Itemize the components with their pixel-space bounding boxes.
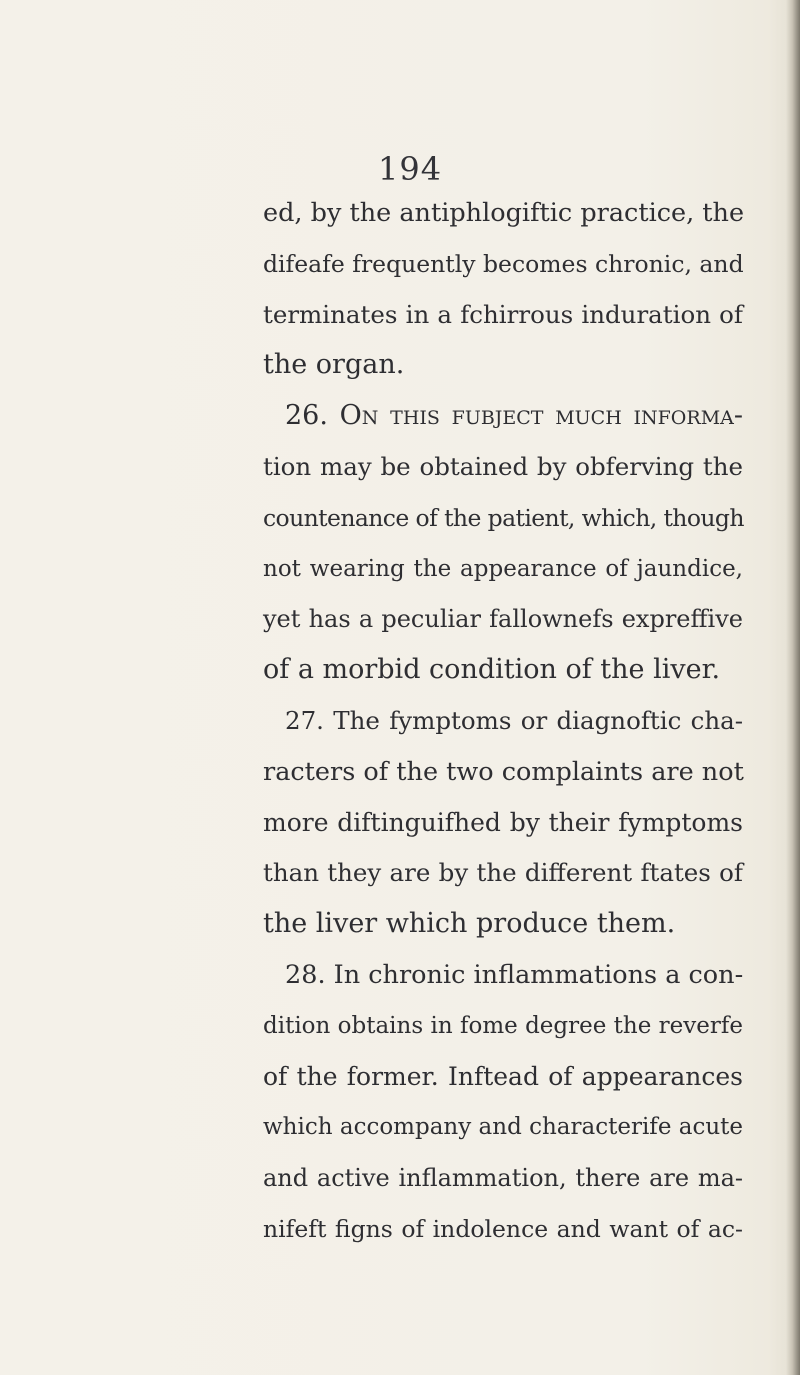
paragraph-26-first-line [263,391,743,442]
text-line: On this fubject much informa- [339,400,743,432]
text-line: which accompany and characterife acute [263,1114,744,1141]
text-line: racters of the two complaints are not [263,756,744,787]
paragraph-27-first-line [263,696,743,747]
text-line: than they are by the different ftates of [263,858,743,888]
body-text [263,188,743,1255]
text-line: the liver which produce them. [263,908,676,940]
section-number-28: 28. [285,959,326,990]
text-line: the organ. [263,349,405,381]
text-line: and active inflammation, there are ma- [263,1164,743,1193]
text-line: more diftinguifhed by their fymptoms [263,807,743,837]
page-edge-shadow [786,0,800,1375]
text-line: tion may be obtained by obferving the [263,451,743,481]
text-line: yet has a peculiar fallownefs expreffive [263,605,743,634]
paragraph-28-first-line [263,950,743,1001]
text-line: dition obtains in fome degree the reverfe [263,1012,743,1039]
text-line: nifeft figns of indolence and want of ac- [263,1214,743,1243]
text-line: ed, by the antiphlogiftic practice, the [263,198,745,228]
text-line: of the former. Inftead of appearances [263,1061,743,1091]
text-line: The fymptoms or diagnoftic cha- [333,705,743,735]
section-number-27: 27. [285,705,324,735]
page-number: 194 [378,150,443,188]
text-line: difeafe frequently becomes chronic, and [263,249,744,278]
text-line: of a morbid condition of the liver. [263,654,721,686]
section-number-26: 26. [285,400,328,432]
text-line: countenance of the patient, which, though [263,503,744,532]
text-line: not wearing the appearance of jaundice, [263,555,743,582]
text-line: In chronic inflammations a con- [333,959,744,990]
text-line: terminates in a fchirrous induration of [263,299,743,329]
